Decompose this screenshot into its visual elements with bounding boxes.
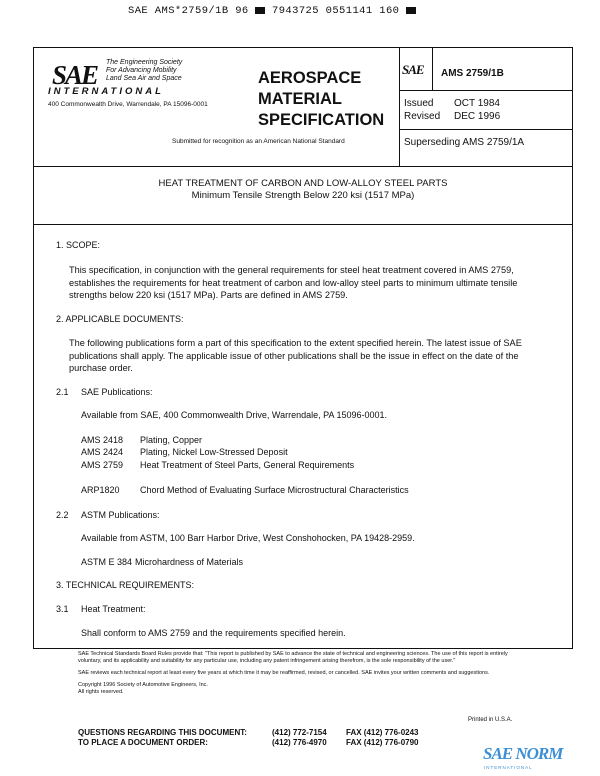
- doc-title: Plating, Nickel Low-Stressed Deposit: [140, 447, 288, 458]
- footer-rights: All rights reserved.: [78, 689, 124, 695]
- section-3-1-heading: Heat Treatment:: [81, 604, 146, 614]
- spec-title-block: [33, 178, 573, 202]
- order-label: TO PLACE A DOCUMENT ORDER:: [78, 738, 208, 747]
- sae-small-logo: SAE: [402, 62, 424, 77]
- header-rule: [34, 166, 572, 167]
- title-rule: [34, 224, 572, 225]
- org-address: 400 Commonwealth Drive, Warrendale, PA 15096-0001: [48, 101, 208, 108]
- tagline-line: For Advancing Mobility: [106, 67, 177, 74]
- org-tagline: [106, 59, 182, 83]
- scan-header-line: [128, 5, 416, 17]
- barcode-block-icon: [406, 7, 416, 14]
- list-item: [81, 446, 354, 458]
- footer-notes: [78, 651, 530, 696]
- section-2-1-number: 2.1: [56, 387, 69, 397]
- questions-fax: FAX (412) 776-0243: [346, 728, 419, 737]
- sae-logo: SAE: [52, 60, 98, 90]
- section-3-1-number: 3.1: [56, 604, 69, 614]
- footer-copyright: Copyright 1996 Society of Automotive Engineers, Inc.: [78, 682, 208, 688]
- section-1-heading: 1. SCOPE:: [56, 240, 101, 250]
- doc-title-line: AEROSPACE: [258, 69, 362, 87]
- doc-code: AMS 2418: [81, 435, 124, 445]
- list-item: [81, 485, 409, 495]
- spec-title: HEAT TREATMENT OF CARBON AND LOW-ALLOY STEEL PARTS: [158, 178, 448, 189]
- submitted-note: Submitted for recognition as an American National Standard: [172, 138, 345, 145]
- contact-faxes: [346, 728, 419, 748]
- section-2-2-number: 2.2: [56, 510, 69, 520]
- watermark-logo: [483, 744, 562, 764]
- order-phone: (412) 776-4970: [272, 738, 327, 747]
- spec-subtitle: Minimum Tensile Strength Below 220 ksi (1517 MPa): [191, 190, 415, 201]
- printed-in: Printed in U.S.A.: [468, 717, 513, 723]
- doc-title: Plating, Copper: [140, 435, 203, 445]
- doc-code: ASTM E 384: [81, 557, 133, 567]
- footer-note: SAE Technical Standards Board Rules provide that: "This report is published by SAE to advance the state of technical and engineering sciences. The use of this report is entirely voluntary, and its applicability and suitability for any particular use, including any patent infringement arising therefrom, is the sole responsibility of the user.": [78, 651, 508, 664]
- revised-date: DEC 1996: [454, 111, 501, 122]
- tagline-line: The Engineering Society: [106, 59, 183, 66]
- international-wordmark: INTERNATIONAL: [48, 86, 164, 97]
- sae-availability: Available from SAE, 400 Commonwealth Drive, Warrendale, PA 15096-0001.: [81, 410, 387, 420]
- list-item: [81, 557, 243, 567]
- questions-phone: (412) 772-7154: [272, 728, 327, 737]
- section-2-2-heading: ASTM Publications:: [81, 510, 160, 520]
- section-2-1-heading: SAE Publications:: [81, 387, 153, 397]
- tagline-line: Land Sea Air and Space: [106, 75, 182, 82]
- watermark-subtext: INTERNATIONAL: [484, 765, 533, 770]
- section-3-1-text: Shall conform to AMS 2759 and the requirements specified herein.: [81, 628, 346, 638]
- doc-number: AMS 2759/1B: [441, 68, 504, 79]
- doc-title-line: MATERIAL: [258, 90, 343, 108]
- footer-note: SAE reviews each technical report at least every five years at which time it may be reaffirmed, revised, or cancelled. SAE invites your written comments and suggestions.: [78, 670, 490, 676]
- doc-title: Microhardness of Materials: [135, 557, 244, 567]
- revised-label: Revised: [404, 111, 441, 122]
- astm-availability: Available from ASTM, 100 Barr Harbor Drive, West Conshohocken, PA 19428-2959.: [81, 533, 415, 543]
- scan-header-code: SAE AMS*2759/1B 96: [128, 5, 249, 17]
- list-item: [81, 434, 354, 446]
- doc-title-line: SPECIFICATION: [258, 111, 385, 129]
- header-divider: [399, 48, 400, 166]
- issued-date: OCT 1984: [454, 98, 500, 109]
- watermark-text: SAE NORM: [483, 744, 563, 763]
- contact-phones: [272, 728, 327, 748]
- order-fax: FAX (412) 776-0790: [346, 738, 419, 747]
- doc-title: [258, 68, 384, 131]
- sae-doc-list: [81, 434, 354, 471]
- dates-rule: [399, 129, 572, 130]
- number-box-rule: [399, 90, 572, 91]
- list-item: [81, 459, 354, 471]
- issued-label: Issued: [404, 98, 434, 109]
- contact-labels: [78, 728, 247, 748]
- barcode-block-icon: [255, 7, 265, 14]
- superseding: Superseding AMS 2759/1A: [404, 137, 525, 148]
- section-2-text: The following publications form a part of this specification to the extent specified herein. The latest issue of SAE publications shall apply. The applicable issue of other publications shall be the issue in effect on the date of the purchase order.: [69, 338, 522, 373]
- section-1-text: This specification, in conjunction with the general requirements for steel heat treatment covered in AMS 2759, establishes the requirements for heat treatment of carbon and low-alloy steel parts to minimum ultimate tensile strengths below 220 ksi (1517 MPa). Parts are defined in AMS 2759.: [69, 265, 518, 300]
- doc-title: Heat Treatment of Steel Parts, General Requirements: [140, 459, 355, 470]
- doc-code: ARP1820: [81, 485, 120, 495]
- scan-barcode: 7943725 0551141 160: [272, 5, 400, 17]
- section-2-heading: 2. APPLICABLE DOCUMENTS:: [56, 314, 184, 324]
- number-box-divider: [432, 48, 433, 90]
- questions-label: QUESTIONS REGARDING THIS DOCUMENT:: [78, 728, 247, 737]
- doc-code: AMS 2759: [81, 459, 124, 470]
- doc-code: AMS 2424: [81, 447, 124, 458]
- doc-title: Chord Method of Evaluating Surface Microstructural Characteristics: [140, 485, 409, 495]
- section-3-heading: 3. TECHNICAL REQUIREMENTS:: [56, 580, 195, 590]
